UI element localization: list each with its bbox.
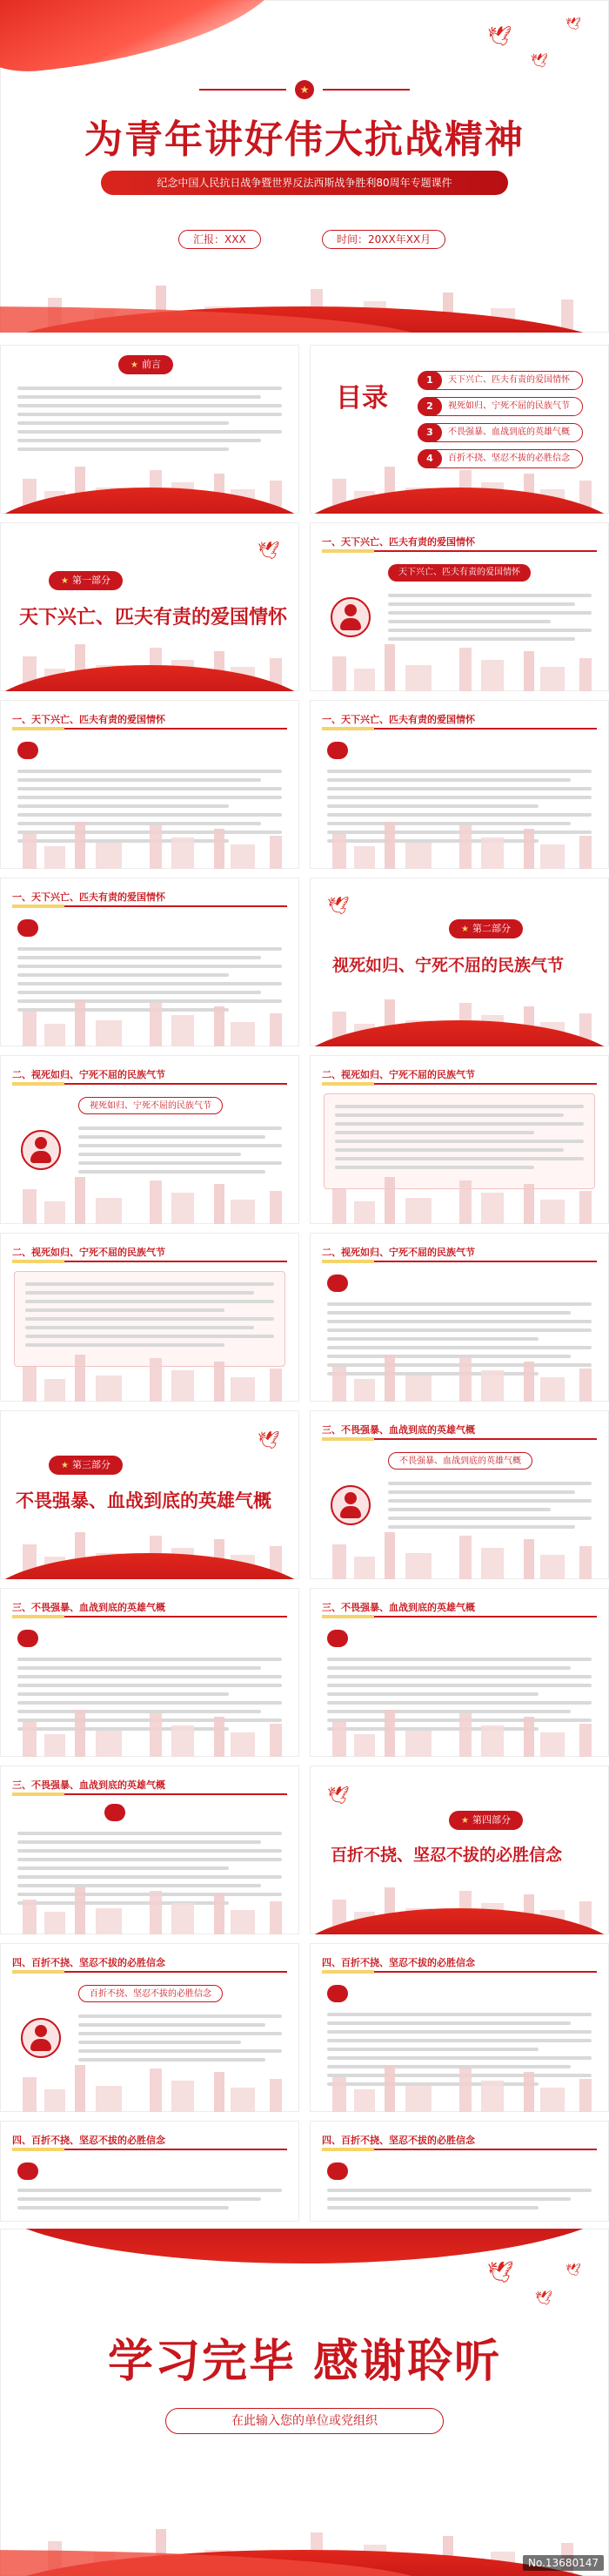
section-title: 一、天下兴亡、匹夫有责的爱国情怀 <box>322 714 475 725</box>
subheading-tag <box>17 919 38 937</box>
city-skyline <box>0 1341 299 1402</box>
slide-s2-c <box>0 1233 299 1402</box>
cover-subtitle: 纪念中国人民抗日战争暨世界反法西斯战争胜利80周年专题课件 <box>101 171 508 195</box>
toc-item-3[interactable]: 3 不畏强暴、血战到底的英雄气概 <box>418 423 583 442</box>
slide-s3-d <box>0 1766 299 1934</box>
part-heading: 视死如归、宁死不屈的民族气节 <box>332 956 565 975</box>
city-skyline <box>0 808 299 869</box>
city-skyline <box>310 630 609 691</box>
reporter-label: 汇报：XXX <box>178 230 261 249</box>
subheading-tag: 百折不挠、坚忍不拔的必胜信念 <box>78 1985 223 2002</box>
subheading-tag <box>327 1985 348 2002</box>
slide-s1-a <box>310 522 609 691</box>
image-id-label: No.13680147 <box>523 2555 604 2571</box>
slide-s3-a <box>310 1410 609 1579</box>
section-title: 四、百折不挠、坚忍不拔的必胜信念 <box>322 2135 475 2146</box>
dove-icon: 🕊 <box>566 17 581 31</box>
slide-s1-d <box>0 878 299 1046</box>
slide-s2-b <box>310 1055 609 1224</box>
slide-s3-c <box>310 1588 609 1757</box>
part-badge: ★ 第一部分 <box>49 571 123 590</box>
toc-item-2[interactable]: 2 视死如归、宁死不屈的民族气节 <box>418 397 583 416</box>
slide-toc <box>310 345 609 514</box>
part-heading: 天下兴亡、匹夫有责的爱国情怀 <box>19 606 288 629</box>
subheading-tag: 视死如归、宁死不屈的民族气节 <box>78 1097 223 1114</box>
preface-body <box>17 387 282 456</box>
red-flag-decoration <box>0 0 291 77</box>
city-skyline <box>310 808 609 869</box>
section-title: 一、天下兴亡、匹夫有责的爱国情怀 <box>322 536 475 548</box>
subheading-tag <box>17 2162 38 2180</box>
slide-part-4 <box>310 1766 609 1934</box>
section-title: 二、视死如归、宁死不屈的民族气节 <box>322 1069 475 1080</box>
slide-part-1 <box>0 522 299 691</box>
closing-title: 学习完毕 感谢聆听 <box>107 2335 502 2388</box>
cover-title: 为青年讲好伟大抗战精神 <box>84 118 525 162</box>
part-badge: ★ 第二部分 <box>449 919 523 938</box>
red-wave-decoration <box>0 2229 609 2263</box>
dove-icon: 🕊 <box>487 2260 514 2284</box>
subheading-tag <box>104 1804 125 1821</box>
part-heading: 百折不挠、坚忍不拔的必胜信念 <box>331 1846 563 1865</box>
cover-slide <box>0 0 609 333</box>
slide-s4-d <box>310 2121 609 2222</box>
toc-title: 目录 <box>336 383 388 414</box>
dove-icon: 🕊 <box>487 26 512 48</box>
city-skyline <box>310 1163 609 1224</box>
city-skyline <box>310 1341 609 1402</box>
dove-icon: 🕊 <box>327 895 350 916</box>
section-title: 二、视死如归、宁死不屈的民族气节 <box>12 1247 165 1258</box>
dove-icon: 🕊 <box>566 2263 581 2277</box>
section-title: 二、视死如归、宁死不屈的民族气节 <box>322 1247 475 1258</box>
part-badge: ★ 第四部分 <box>449 1811 523 1830</box>
body-text <box>17 2189 282 2215</box>
city-skyline <box>310 1696 609 1757</box>
subheading-tag <box>327 1630 348 1647</box>
emblem-row <box>0 80 609 99</box>
preface-title: ★ 前言 <box>118 355 173 374</box>
section-title: 三、不畏强暴、血战到底的英雄气概 <box>322 1602 475 1613</box>
city-skyline <box>0 1163 299 1224</box>
city-skyline <box>0 2051 299 2112</box>
section-title: 二、视死如归、宁死不屈的民族气节 <box>12 1069 165 1080</box>
subheading-tag <box>17 1630 38 1647</box>
dove-icon: 🕊 <box>327 1785 350 1806</box>
section-title: 四、百折不挠、坚忍不拔的必胜信念 <box>322 1957 475 1968</box>
slide-s4-a <box>0 1943 299 2112</box>
dove-icon: 🕊 <box>258 540 280 561</box>
section-title: 四、百折不挠、坚忍不拔的必胜信念 <box>12 2135 165 2146</box>
star-emblem-icon: ★ <box>295 80 314 99</box>
slide-preface <box>0 345 299 514</box>
part-heading: 不畏强暴、血战到底的英雄气概 <box>16 1490 271 1511</box>
date-label: 时间：20XX年XX月 <box>322 230 445 249</box>
city-skyline <box>0 1873 299 1934</box>
city-skyline <box>0 1696 299 1757</box>
toc-item-1[interactable]: 1 天下兴亡、匹夫有责的爱国情怀 <box>418 371 583 390</box>
slide-s1-c <box>310 700 609 869</box>
section-title: 四、百折不挠、坚忍不拔的必胜信念 <box>12 1957 165 1968</box>
body-text <box>327 2189 592 2215</box>
subheading-tag <box>17 742 38 759</box>
slide-part-3 <box>0 1410 299 1579</box>
city-skyline <box>310 2051 609 2112</box>
organization-label: 在此输入您的单位或党组织 <box>165 2408 444 2434</box>
closing-slide <box>0 2229 609 2576</box>
section-title: 一、天下兴亡、匹夫有责的爱国情怀 <box>12 714 165 725</box>
city-skyline <box>310 1518 609 1579</box>
section-title: 三、不畏强暴、血战到底的英雄气概 <box>12 1602 165 1613</box>
city-skyline <box>0 985 299 1046</box>
slide-s1-b <box>0 700 299 869</box>
subheading-tag <box>327 2162 348 2180</box>
part-badge: ★ 第三部分 <box>49 1456 123 1475</box>
slide-part-2 <box>310 878 609 1046</box>
dove-icon: 🕊 <box>258 1429 280 1450</box>
slide-s4-b <box>310 1943 609 2112</box>
dove-icon: 🕊 <box>531 52 549 69</box>
section-title: 三、不畏强暴、血战到底的英雄气概 <box>12 1779 165 1791</box>
section-title: 一、天下兴亡、匹夫有责的爱国情怀 <box>12 891 165 903</box>
subheading-tag: 不畏强暴、血战到底的英雄气概 <box>388 1452 532 1470</box>
subheading-tag <box>327 742 348 759</box>
subheading-tag: 天下兴亡、匹夫有责的爱国情怀 <box>388 564 531 582</box>
slide-s2-a <box>0 1055 299 1224</box>
slide-s2-d <box>310 1233 609 1402</box>
subheading-tag <box>327 1275 348 1292</box>
section-title: 三、不畏强暴、血战到底的英雄气概 <box>322 1424 475 1436</box>
dove-icon: 🕊 <box>535 2290 553 2306</box>
slide-s4-c <box>0 2121 299 2222</box>
slide-s3-b <box>0 1588 299 1757</box>
